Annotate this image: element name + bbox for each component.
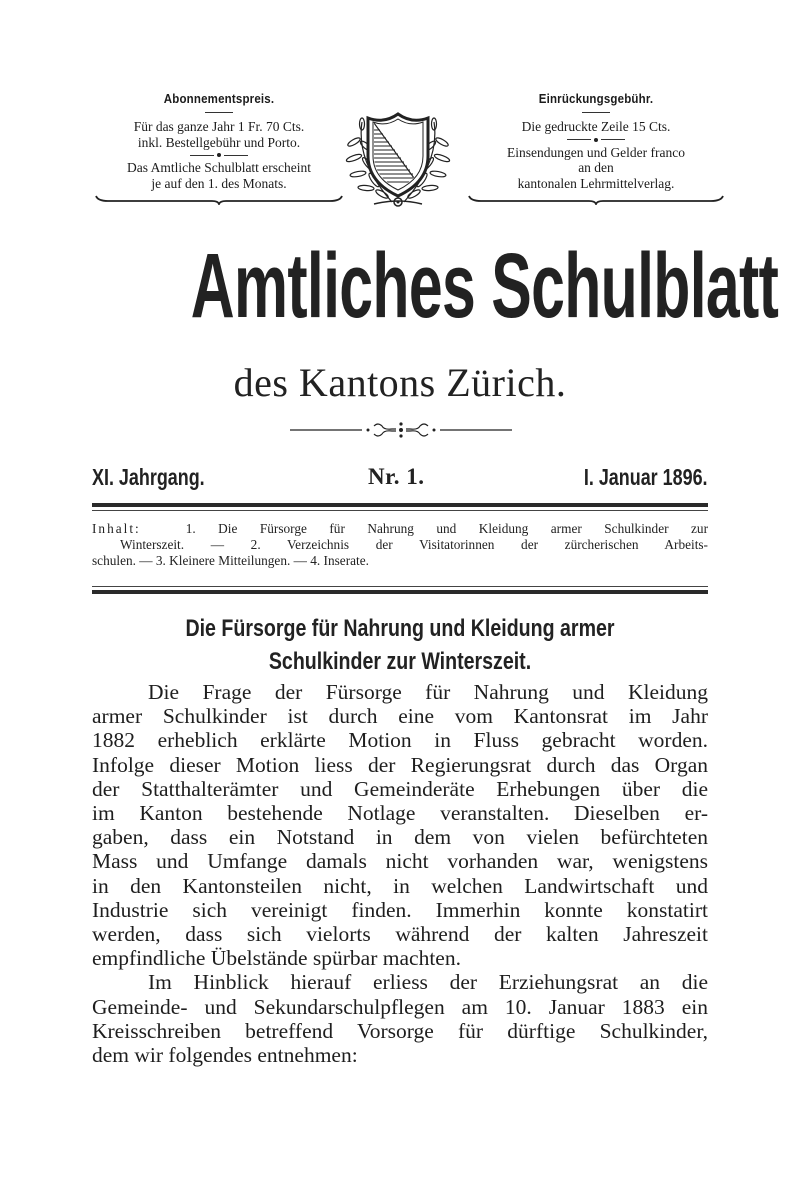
short-divider (582, 112, 610, 113)
subscription-price-box (88, 92, 350, 205)
advertising-fee-heading: Einrückungsgebühr. (538, 92, 654, 106)
contents-line: schulen. — 3. Kleinere Mitteilungen. — 4. Inserate. (92, 553, 369, 568)
publication-schedule-line: je auf den 1. des Monats. (151, 175, 287, 191)
volume-label: XI. Jahrgang. (92, 464, 205, 490)
price-note-line: inkl. Bestellgebühr und Porto. (137, 134, 301, 150)
body-line: dem wir folgendes entnehmen: (92, 1043, 358, 1068)
article-title-line: Schulkinder zur Winterszeit. (268, 648, 532, 675)
masthead-subtitle: des Kantons Zürich. (233, 360, 567, 405)
contents-line: 1. Die Fürsorge für Nahrung und Kleidung armer Schulkinder zur (185, 521, 708, 536)
line-price: Die gedruckte Zeile 15 Cts. (521, 119, 671, 134)
dot-divider-icon (462, 138, 730, 142)
contents-label: Inhalt: (92, 521, 141, 536)
body-line: im Kanton bestehende Notlage veranstalten. Dieselben er- (92, 801, 708, 826)
article-title-line: Die Fürsorge für Nahrung und Kleidung armer (185, 615, 615, 642)
advertising-fee-box (462, 92, 730, 205)
body-line: Die Frage der Fürsorge für Nahrung und Kleidung (148, 680, 708, 704)
body-line: gaben, dass ein Notstand in dem von vielen befürchteten (92, 825, 708, 850)
brace-icon (94, 195, 344, 205)
double-rule-bottom (92, 590, 708, 594)
brace-icon (467, 195, 725, 205)
double-rule-top-thin (92, 510, 708, 511)
body-line: werden, dass sich vielorts während der kalten Jahreszeit (92, 922, 708, 947)
body-line: empfindliche Übelstände spürbar machten. (92, 946, 461, 971)
body-line: Mass und Umfange damals nicht vorhanden war, wenigstens (92, 849, 708, 874)
article-body (92, 680, 708, 1067)
submission-note-line: Einsendungen und Gelder franco (506, 144, 686, 160)
double-rule-top (92, 503, 708, 507)
masthead-title: Amtliches Schulblatt (190, 235, 779, 337)
body-line: in den Kantonsteilen nicht, in welchen Landwirtschaft und (92, 873, 708, 898)
issue-number: Nr. 1. (368, 464, 425, 489)
body-line: armer Schulkinder ist durch eine vom Kantonsrat im Jahr (92, 704, 708, 729)
price-line: Für das ganze Jahr 1 Fr. 70 Cts. (133, 119, 305, 134)
body-line: Industrie sich vereinigt finden. Immerhin konnte konstatirt (92, 897, 708, 922)
publication-note-line: Das Amtliche Schulblatt erscheint (126, 160, 312, 175)
body-line: 1882 erheblich erklärte Motion in Fluss gebracht worden. (92, 728, 708, 753)
double-rule-bottom-thin (92, 586, 708, 587)
table-of-contents (92, 521, 708, 569)
submission-note-line: an den (578, 160, 614, 175)
body-line: Im Hinblick hierauf erliess der Erziehungsrat an die (148, 970, 708, 995)
body-line: Gemeinde- und Sekundarschulpflegen am 10. Januar 1883 ein (92, 994, 708, 1019)
ornamental-divider-icon (286, 420, 516, 440)
contents-line: Winterszeit. — 2. Verzeichnis der Visitatorinnen der zürcherischen Arbeits- (120, 537, 708, 552)
dot-divider-icon (88, 153, 350, 157)
short-divider (205, 112, 233, 113)
coat-of-arms-icon (334, 112, 462, 212)
subscription-price-heading: Abonnementspreis. (163, 92, 275, 106)
body-line: Kreisschreiben betreffend Vorsorge für dürftige Schulkinder, (92, 1018, 708, 1043)
body-line: der Statthalterämter und Gemeinderäte Erhebungen über die (92, 776, 708, 801)
publisher-line: kantonalen Lehrmittelverlag. (517, 175, 675, 191)
article-title (154, 612, 647, 678)
body-line: Infolge dieser Motion liess der Regierungsrat durch das Organ (92, 752, 708, 777)
issue-date: I. Januar 1896. (584, 464, 708, 490)
